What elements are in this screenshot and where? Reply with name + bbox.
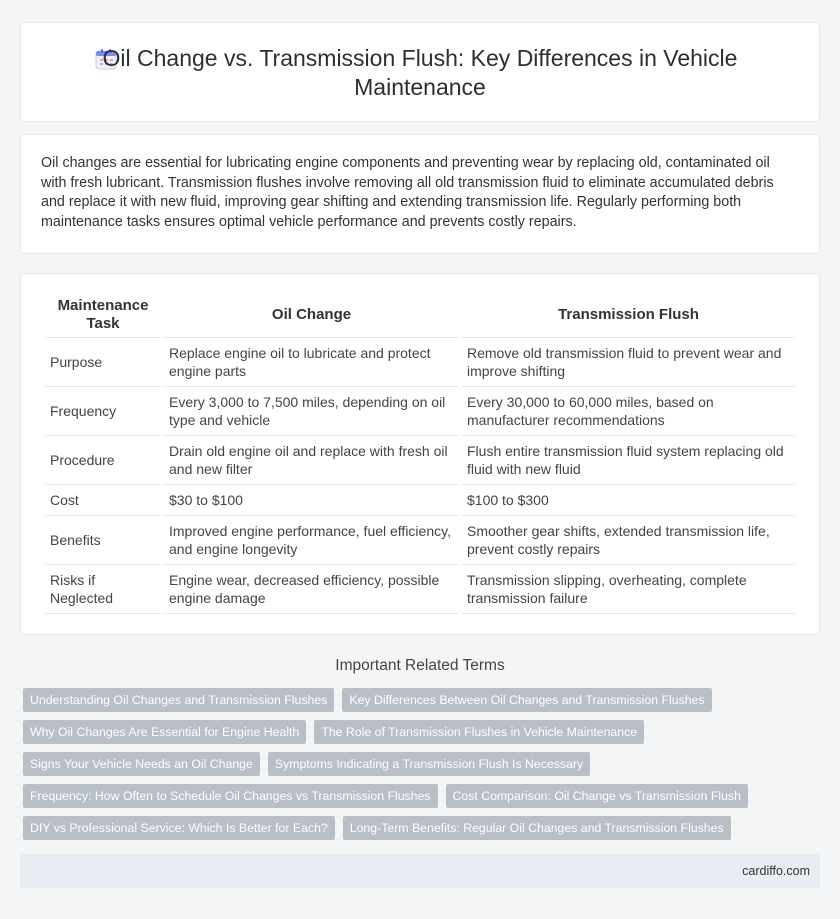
related-term-link[interactable]: DIY vs Professional Service: Which Is Better for Each? — [23, 816, 335, 840]
related-term-link[interactable]: Cost Comparison: Oil Change vs Transmission Flush — [446, 784, 748, 808]
tag-row — [23, 720, 813, 744]
column-header: Transmission Flush — [462, 292, 795, 338]
related-term-link[interactable]: The Role of Transmission Flushes in Vehicle Maintenance — [314, 720, 644, 744]
table-row — [45, 485, 795, 516]
title-card — [20, 22, 820, 122]
related-terms-list — [23, 688, 813, 848]
table-cell: Remove old transmission fluid to prevent wear and improve shifting — [462, 338, 795, 387]
table-row — [45, 387, 795, 436]
footer — [20, 854, 820, 888]
related-term-link[interactable]: Symptoms Indicating a Transmission Flush Is Necessary — [268, 752, 590, 776]
page-title: Oil Change vs. Transmission Flush: Key Differences in Vehicle Maintenance — [102, 45, 738, 100]
table-row — [45, 565, 795, 614]
table-cell: Procedure — [45, 436, 161, 485]
related-term-link[interactable]: Frequency: How Often to Schedule Oil Changes vs Transmission Flushes — [23, 784, 438, 808]
related-term-link[interactable]: Understanding Oil Changes and Transmission Flushes — [23, 688, 334, 712]
tag-row — [23, 816, 813, 840]
table-cell: Risks if Neglected — [45, 565, 161, 614]
table-cell: $30 to $100 — [164, 485, 459, 516]
table-cell: Frequency — [45, 387, 161, 436]
tag-row — [23, 752, 813, 776]
column-header: Maintenance Task — [45, 292, 161, 338]
related-term-link[interactable]: Long-Term Benefits: Regular Oil Changes and Transmission Flushes — [343, 816, 731, 840]
table-cell: Drain old engine oil and replace with fresh oil and new filter — [164, 436, 459, 485]
table-cell: $100 to $300 — [462, 485, 795, 516]
table-header-row — [45, 292, 795, 338]
intro-paragraph: Oil changes are essential for lubricating engine components and preventing wear by replacing old, contaminated oil with fresh lubricant. Transmission flushes involve removing all old transmission fluid to eliminate accumulated debris and replace it with new fluid, improving gear shifting and extending transmission life. Regularly performing both maintenance tasks ensures optimal vehicle performance and prevents costly repairs. — [41, 155, 774, 230]
table-row — [45, 516, 795, 565]
comparison-table-card — [20, 273, 820, 635]
table-cell: Flush entire transmission fluid system replacing old fluid with new fluid — [462, 436, 795, 485]
table-row — [45, 436, 795, 485]
related-term-link[interactable]: Key Differences Between Oil Changes and Transmission Flushes — [342, 688, 711, 712]
column-header: Oil Change — [164, 292, 459, 338]
table-cell: Every 30,000 to 60,000 miles, based on manufacturer recommendations — [462, 387, 795, 436]
site-link[interactable]: cardiffo.com — [742, 864, 810, 878]
related-terms-heading: Important Related Terms — [335, 657, 505, 674]
table-cell: Purpose — [45, 338, 161, 387]
table-cell: Improved engine performance, fuel efficiency, and engine longevity — [164, 516, 459, 565]
table-row — [45, 338, 795, 387]
intro-card — [20, 134, 820, 254]
tag-row — [23, 784, 813, 808]
table-cell: Transmission slipping, overheating, complete transmission failure — [462, 565, 795, 614]
related-term-link[interactable]: Why Oil Changes Are Essential for Engine Health — [23, 720, 306, 744]
table-cell: Replace engine oil to lubricate and protect engine parts — [164, 338, 459, 387]
related-term-link[interactable]: Signs Your Vehicle Needs an Oil Change — [23, 752, 260, 776]
tag-row — [23, 688, 813, 712]
table-cell: Every 3,000 to 7,500 miles, depending on oil type and vehicle — [164, 387, 459, 436]
table-cell: Engine wear, decreased efficiency, possible engine damage — [164, 565, 459, 614]
table-cell: Cost — [45, 485, 161, 516]
comparison-table — [42, 292, 798, 614]
table-cell: Benefits — [45, 516, 161, 565]
table-cell: Smoother gear shifts, extended transmission life, prevent costly repairs — [462, 516, 795, 565]
